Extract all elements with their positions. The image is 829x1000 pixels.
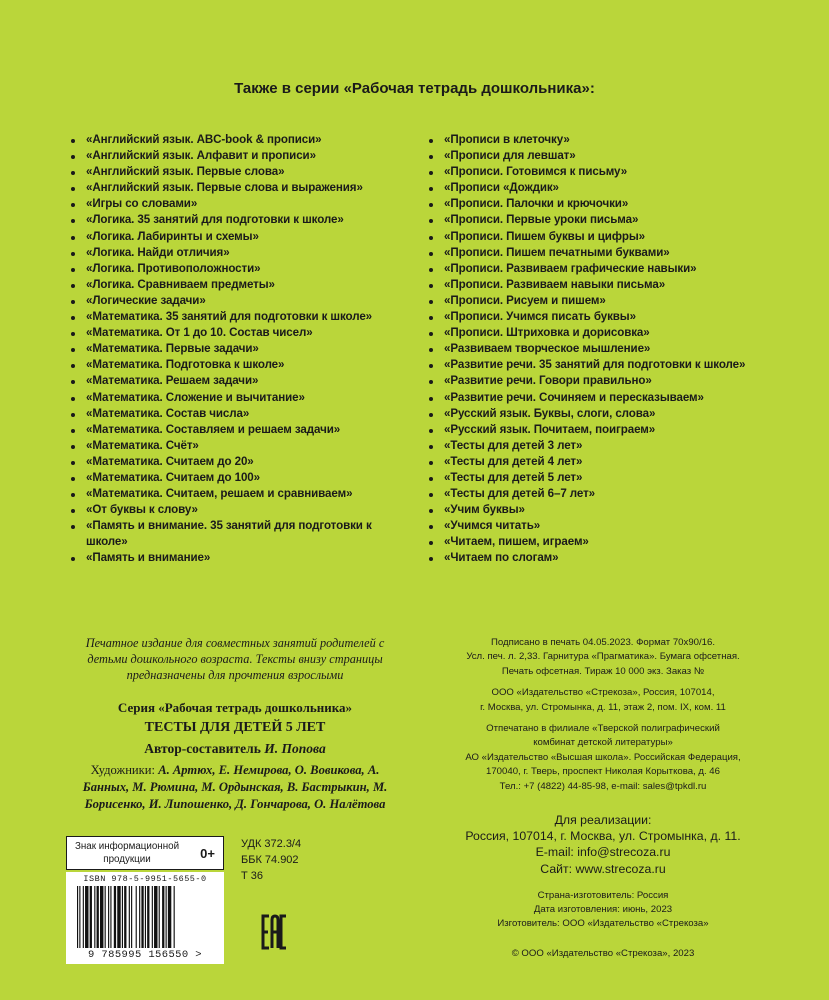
info-product-label: Знак информационной продукции [74, 841, 180, 865]
series-left-item: «Логика. Сравниваем предметы» [70, 277, 400, 293]
age-rating: 0+ [200, 846, 215, 861]
series-right-item: «Развитие речи. Сочиняем и пересказываем» [428, 390, 768, 406]
bbk-code: ББК 74.902 [241, 854, 299, 866]
imprint-sheets: Усл. печ. л. 2,33. Гарнитура «Прагматика». Бумага офсетная. [466, 651, 740, 663]
imprint-publisher-2: г. Москва, ул. Стромынка, д. 11, этаж 2, пом. IX, ком. 11 [480, 701, 726, 713]
series-right-item: «Прописи. Готовимся к письму» [428, 164, 768, 180]
series-left-item: «Математика. Первые задачи» [70, 341, 400, 357]
series-left-item: «Английский язык. Алфавит и прописи» [70, 148, 400, 164]
imprint-printed-5: Тел.: +7 (4822) 44-85-98, e-mail: sales@tpkdl.ru [499, 780, 707, 792]
series-right-item: «Тесты для детей 4 лет» [428, 454, 768, 470]
sale-site: Сайт: www.strecoza.ru [540, 861, 666, 876]
series-right-item: «Читаем по слогам» [428, 550, 768, 566]
series-right-item: «Русский язык. Почитаем, поиграем» [428, 422, 768, 438]
barcode-digits: 9 785995 156550 > [88, 949, 202, 961]
series-left-item: «Логика. Противоположности» [70, 261, 400, 277]
country-line: Страна-изготовитель: Россия [537, 890, 669, 901]
series-left-item: «Логические задачи» [70, 293, 400, 309]
series-right-item: «Развитие речи. 35 занятий для подготовки к школе» [428, 357, 768, 373]
series-left-item: «Английский язык. Первые слова и выражения» [70, 180, 400, 196]
isbn-barcode [66, 872, 224, 964]
series-left-item: «Английский язык. Первые слова» [70, 164, 400, 180]
imprint-printed-2: комбинат детской литературы» [533, 737, 673, 749]
sale-address: Россия, 107014, г. Москва, ул. Стромынка, д. 11. [465, 829, 741, 844]
series-left-item: «Математика. Состав числа» [70, 406, 400, 422]
book-title: ТЕСТЫ ДЛЯ ДЕТЕЙ 5 ЛЕТ [144, 720, 326, 735]
series-left-item: «Память и внимание» [70, 550, 400, 566]
series-right-item: «Развиваем творческое мышление» [428, 341, 768, 357]
classification-codes [241, 836, 301, 884]
imprint-printed-4: 170040, г. Тверь, проспект Николая Корыткова, д. 46 [486, 766, 720, 778]
series-right-item: «Прописи. Первые уроки письма» [428, 212, 768, 228]
adult-note: Печатное издание для совместных занятий родителей с детьми дошкольного возраста. Тексты внизу страницы предназначены для прочтения взрослыми [85, 636, 385, 682]
series-right-item: «Прописи в клеточку» [428, 132, 768, 148]
author-name: И. Попова [264, 741, 326, 756]
isbn-text: ISBN 978-5-9951-5655-0 [83, 874, 207, 884]
series-right-item: «Развитие речи. Говори правильно» [428, 373, 768, 389]
imprint-printed-3: АО «Издательство «Высшая школа». Российская Федерация, [465, 751, 741, 763]
series-left-item: «Игры со словами» [70, 196, 400, 212]
series-left-item: «Математика. 35 занятий для подготовки к школе» [70, 309, 400, 325]
series-heading: Также в серии «Рабочая тетрадь дошкольника»: [234, 80, 595, 97]
imprint-printed-1: Отпечатано в филиале «Тверской полиграфический [486, 723, 720, 735]
copyright: © ООО «Издательство «Стрекоза», 2023 [511, 948, 695, 959]
artists-names: А. Артюх, Е. Немирова, О. Вовикова, А. Банных, М. Рюмина, М. Ордынская, В. Бастрыкин, М. Борисенко, И. Липошенко, Д. Гончарова, О. Налётова [82, 763, 388, 811]
series-right-item: «Прописи. Пишем буквы и цифры» [428, 229, 768, 245]
series-right-item: «Русский язык. Буквы, слоги, слова» [428, 406, 768, 422]
eac-mark-icon [261, 914, 287, 950]
series-left-item: «Математика. Составляем и решаем задачи» [70, 422, 400, 438]
series-right-item: «Учим буквы» [428, 502, 768, 518]
manufacturer-line: Изготовитель: ООО «Издательство «Стрекоза» [497, 918, 709, 929]
t-code: Т 36 [241, 870, 264, 882]
series-right-item: «Прописи. Штриховка и дорисовка» [428, 325, 768, 341]
series-right-item: «Прописи. Рисуем и пишем» [428, 293, 768, 309]
series-left-item: «Математика. Считаем, решаем и сравниваем» [70, 486, 400, 502]
udk-code: УДК 372.3/4 [241, 838, 302, 850]
series-left-item: «Логика. Лабиринты и схемы» [70, 229, 400, 245]
series-left-item: «Математика. Сложение и вычитание» [70, 390, 400, 406]
imprint-block [438, 636, 768, 794]
series-left-item: «От буквы к слову» [70, 502, 400, 518]
sale-label: Для реализации: [554, 813, 652, 827]
series-right-item: «Учимся читать» [428, 518, 768, 534]
imprint-signed: Подписано в печать 04.05.2023. Формат 70x90/16. [491, 637, 715, 648]
series-list-left [70, 132, 400, 567]
author-label: Автор-составитель [144, 741, 261, 756]
series-right-item: «Читаем, пишем, играем» [428, 534, 768, 550]
author-line [70, 741, 400, 757]
series-right-item: «Тесты для детей 6–7 лет» [428, 486, 768, 502]
series-left-item: «Математика. Считаем до 100» [70, 470, 400, 486]
sale-email: E-mail: info@strecoza.ru [535, 845, 671, 860]
artists-block [70, 762, 400, 813]
series-left-item: «Математика. От 1 до 10. Состав чисел» [70, 325, 400, 341]
series-left-item: «Математика. Подготовка к школе» [70, 357, 400, 373]
series-left-item: «Логика. 35 занятий для подготовки к школе» [70, 212, 400, 228]
date-line: Дата изготовления: июнь, 2023 [533, 904, 673, 915]
series-left-item: «Математика. Счёт» [70, 438, 400, 454]
series-right-item: «Прописи. Палочки и крючочки» [428, 196, 768, 212]
series-right-item: «Прописи «Дождик» [428, 180, 768, 196]
series-right-item: «Тесты для детей 5 лет» [428, 470, 768, 486]
series-right-item: «Прописи. Развиваем графические навыки» [428, 261, 768, 277]
series-right-item: «Прописи. Пишем печатными буквами» [428, 245, 768, 261]
series-right-item: «Прописи для левшат» [428, 148, 768, 164]
series-right-item: «Прописи. Учимся писать буквы» [428, 309, 768, 325]
imprint-print: Печать офсетная. Тираж 10 000 экз. Заказ № [501, 665, 705, 677]
series-left-item: «Память и внимание. 35 занятий для подготовки к школе» [70, 518, 400, 550]
series-line: Серия «Рабочая тетрадь дошкольника» [117, 700, 353, 715]
barcode-bars [77, 886, 213, 948]
series-left-item: «Логика. Найди отличия» [70, 245, 400, 261]
series-left-item: «Английский язык. ABC-book & прописи» [70, 132, 400, 148]
series-right-item: «Тесты для детей 3 лет» [428, 438, 768, 454]
imprint-publisher-1: ООО «Издательство «Стрекоза», Россия, 107014, [491, 687, 715, 699]
series-right-item: «Прописи. Развиваем навыки письма» [428, 277, 768, 293]
info-product-box [66, 836, 224, 870]
series-left-item: «Математика. Решаем задачи» [70, 373, 400, 389]
series-list-right [428, 132, 768, 567]
sale-block [438, 812, 768, 877]
artists-label: Художники: [90, 763, 156, 777]
manufacturer-block [438, 889, 768, 931]
series-left-item: «Математика. Считаем до 20» [70, 454, 400, 470]
